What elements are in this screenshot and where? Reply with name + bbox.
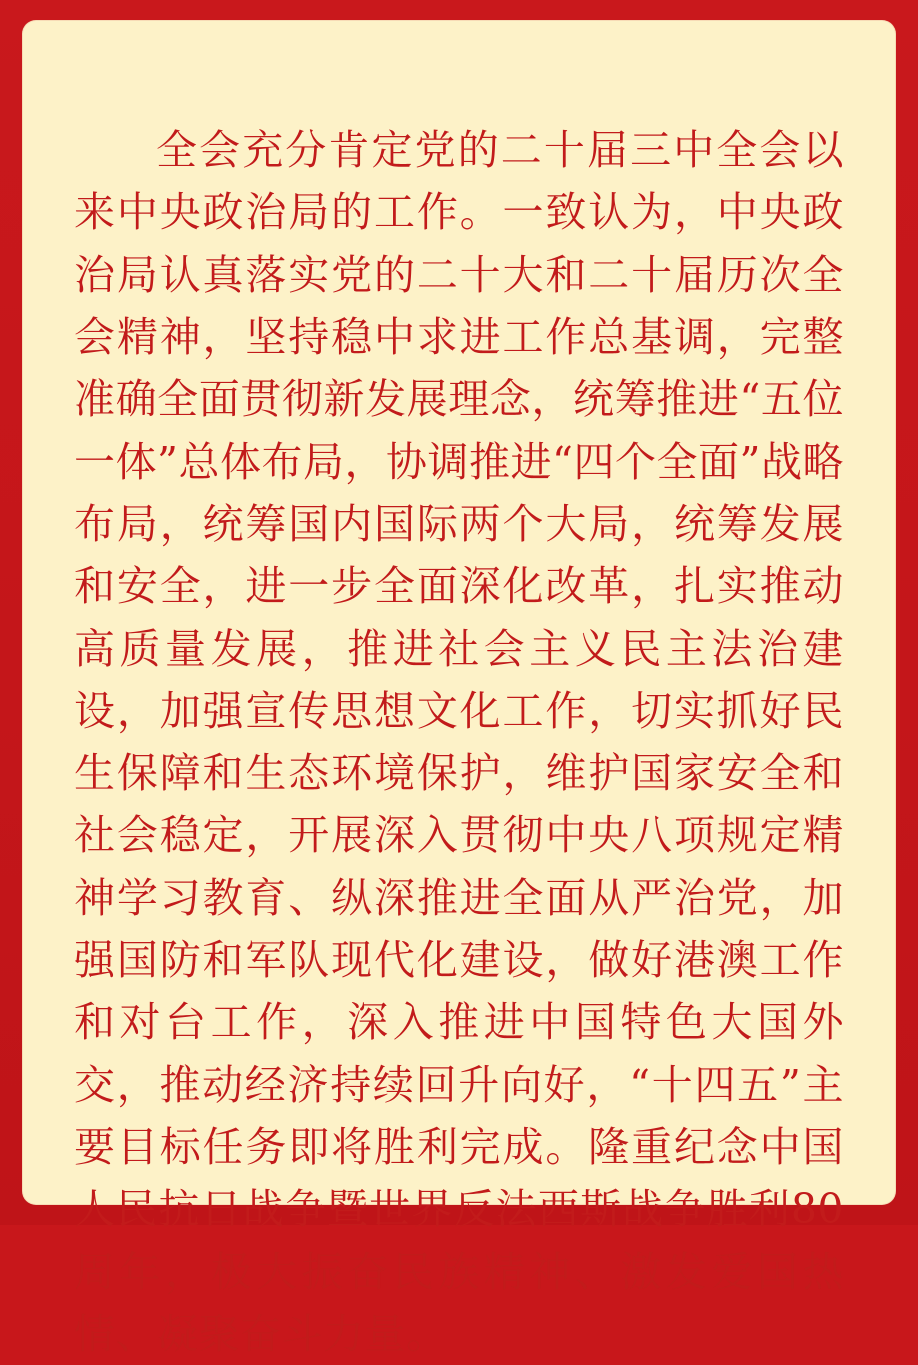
body-paragraph: 全会充分肯定党的二十届三中全会以来中央政治局的工作。一致认为，中央政治局认真落实党的二十大和二十届历次全会精神，坚持稳中求进工作总基调，完整准确全面贯彻新发展理念，统筹推进“五位一体”总体布局，协调推进“四个全面”战略布局，统筹国内国际两个大局，统筹发展和安全，进一步全面深化改革，扎实推动高质量发展，推进社会主义民主法治建设，加强宣传思想文化工作，切实抓好民生保障和生态环境保护，维护国家安全和社会稳定，开展深入贯彻中央八项规定精神学习教育、纵深推进全面从严治党，加强国防和军队现代化建设，做好港澳工作和对台工作，深入推进中国特色大国外交，推动经济持续回升向好，“十四五”主要目标任务即将胜利完成。隆重纪念中国人民抗日战争暨世界反法西斯战争胜利80周年，极大振奋民族精神、激发爱国热情、凝聚奋斗力量。 (74, 126, 844, 1358)
content-card (22, 20, 896, 1358)
